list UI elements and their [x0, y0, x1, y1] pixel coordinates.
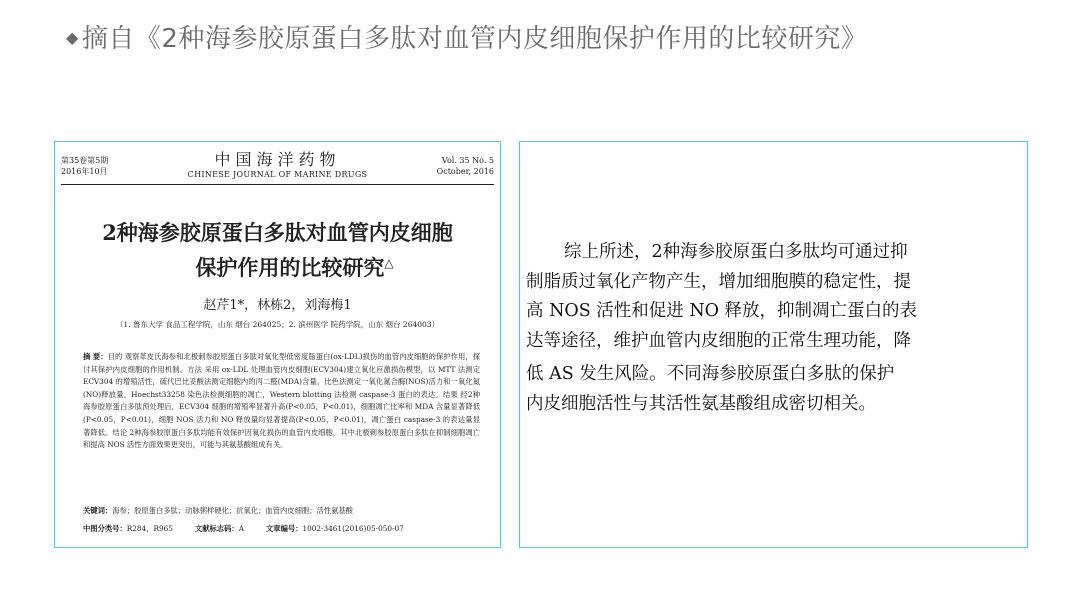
paper-classification: [83, 524, 480, 534]
journal-name-en: CHINESE JOURNAL OF MARINE DRUGS: [187, 170, 368, 179]
title-footnote-mark: △: [384, 256, 394, 270]
conclusion-line: 内皮细胞活性与其活性氨基酸组成密切相关。: [526, 393, 876, 414]
diamond-bullet-icon: ◆: [66, 28, 79, 47]
doccode-value: A: [238, 524, 244, 533]
journal-name: [61, 151, 494, 180]
keywords-label: 关键词：: [83, 506, 113, 515]
paper-authors: 赵芹1*，林栋2，刘海梅1: [203, 298, 352, 313]
article-no-label: 文章编号：: [265, 524, 303, 533]
journal-volume-cn: 第35卷第5期: [61, 156, 109, 165]
doccode-label: 文献标志码：: [194, 524, 239, 533]
conclusion-text: [526, 238, 1023, 419]
header-rule: [61, 184, 494, 185]
paper-excerpt-image: [54, 141, 501, 548]
paper-title: [65, 218, 490, 283]
conclusion-line: 达等途径，维护血管内皮细胞的正常生理功能，降: [526, 330, 911, 351]
article-no-value: 1002-3461(2016)05-050-07: [302, 524, 404, 533]
abstract-text: 目的 观察革皮氏海参和北极刺参胶原蛋白多肽对氧化型低密度脂蛋白(ox-LDL)损伤的血管内皮细胞的保护作用，探讨其保护内皮细胞的作用机制。方法 采用 ox-LDL 处理血管内皮细胞(ECV304)建立氧化应激损伤模型，以 MTT 法测定 ECV304 的增殖活性，硫代巴比妥酸法测定细胞内的丙二醛(MDA)含量，比色法测定一氧化氮合酶(NOS)活力和一氧化氮(NO)释放量，Hoechst33258 染色法检测细胞的凋亡，Western blotting 法检测 caspase-3 蛋白的表达。结果 经2种海参胶原蛋白多肽预处理后，ECV304 细胞的增殖率显著升高(P<0.05，P<0.01)，细胞凋亡比率和 MDA 含量显著降低(P<0.05，P<0.01)，细胞 NOS 活力和 NO 释放量均显著提高(P<0.05，P<0.01)，凋亡蛋白 caspase-3 的表达量显著降低。结论 2种海参胶原蛋白多肽均能有效保护因氧化损伤的血管内皮细胞，其中北极刺参胶原蛋白多肽在抑制细胞凋亡和提高 NOS 活性方面效果更突出，可能与其氨基酸组成有关。: [83, 352, 480, 450]
clc-value: R284，R965: [126, 524, 173, 533]
journal-date-cn: 2016年10月: [61, 167, 108, 176]
paper-title-line2: 保护作用的比较研究: [195, 255, 385, 280]
journal-volume-en: Vol. 35 No. 5: [441, 156, 494, 165]
journal-issue-en: [437, 155, 494, 177]
journal-header: [61, 151, 494, 181]
conclusion-line: 综上所述，2种海参胶原蛋白多肽均可通过抑: [564, 242, 908, 262]
slide-title-text: 摘自《2种海参胶原蛋白多肽对血管内皮细胞保护作用的比较研究》: [81, 24, 868, 54]
paper-keywords: [83, 506, 480, 516]
conclusion-excerpt-image: [519, 141, 1028, 548]
journal-name-cn: 中国海洋药物: [214, 150, 341, 169]
conclusion-line: 制脂质过氧化产物产生，增加细胞膜的稳定性，提: [526, 271, 911, 292]
abstract-label: 摘 要：: [83, 352, 108, 361]
clc-label: 中图分类号：: [83, 524, 127, 533]
conclusion-line: 高 NOS 活性和促进 NO 释放，抑制凋亡蛋白的表: [526, 301, 918, 321]
paper-affiliation: （1. 鲁东大学 食品工程学院，山东 烟台 264025；2. 滨州医学 院药学院，山东 烟台 264003）: [115, 320, 440, 329]
paper-title-line2-wrap: [65, 248, 490, 283]
conclusion-line: 低 AS 发生风险。不同海参胶原蛋白多肽的保护: [526, 364, 895, 384]
paper-title-line1: 2种海参胶原蛋白多肽对血管内皮细胞: [102, 220, 453, 245]
paper-abstract: [83, 351, 480, 452]
slide-title: [66, 18, 867, 55]
keywords-text: 海参；胶原蛋白多肽；动脉粥样硬化；抗氧化；血管内皮细胞；活性氨基酸: [112, 506, 353, 515]
journal-date-en: October, 2016: [436, 167, 494, 176]
